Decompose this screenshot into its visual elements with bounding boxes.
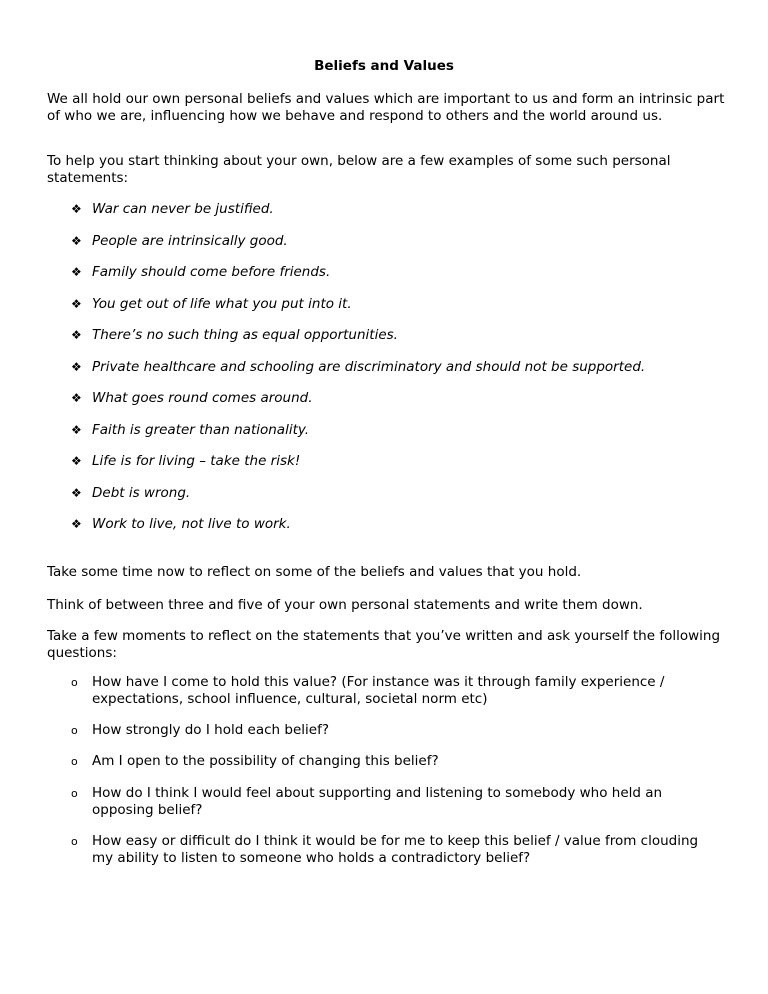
diamond-dots-icon: ❖ <box>71 391 82 405</box>
diamond-dots-icon: ❖ <box>71 234 82 248</box>
diamond-dots-icon: ❖ <box>71 360 82 374</box>
think-paragraph: Think of between three and five of your own personal statements and write them down. <box>47 597 643 613</box>
statement-text: Debt is wrong. <box>92 485 191 501</box>
list-item <box>71 358 731 376</box>
circle-bullet-icon: o <box>71 676 78 689</box>
list-item <box>71 263 731 281</box>
list-item <box>71 452 731 470</box>
diamond-dots-icon: ❖ <box>71 423 82 437</box>
statement-text: War can never be justified. <box>92 201 274 217</box>
statement-text: Life is for living – take the risk! <box>92 453 301 469</box>
circle-bullet-icon: o <box>71 724 78 737</box>
statement-text: Private healthcare and schooling are discriminatory and should not be supported. <box>92 359 646 375</box>
statement-text: Faith is greater than nationality. <box>92 422 310 438</box>
diamond-dots-icon: ❖ <box>71 486 82 500</box>
statement-text: There’s no such thing as equal opportunities. <box>92 327 398 343</box>
list-item <box>71 484 731 502</box>
diamond-dots-icon: ❖ <box>71 202 82 216</box>
list-item <box>71 200 731 218</box>
diamond-dots-icon: ❖ <box>71 265 82 279</box>
list-item <box>71 389 731 407</box>
statement-text: You get out of life what you put into it. <box>92 296 352 312</box>
reflect-paragraph: Take some time now to reflect on some of the beliefs and values that you hold. <box>47 564 582 580</box>
list-item <box>71 232 731 250</box>
diamond-dots-icon: ❖ <box>71 454 82 468</box>
circle-bullet-icon: o <box>71 755 78 768</box>
intro-paragraph: We all hold our own personal beliefs and values which are important to us and form an intrinsic part of who we are, influencing how we behave and respond to others and the world around us. <box>47 91 725 124</box>
statement-text: Family should come before friends. <box>92 264 331 280</box>
question-text: How strongly do I hold each belief? <box>92 722 330 738</box>
questions-intro-paragraph: Take a few moments to reflect on the statements that you’ve written and ask yourself the following questions: <box>47 628 721 661</box>
diamond-dots-icon: ❖ <box>71 297 82 311</box>
question-text: How have I come to hold this value? (For instance was it through family experience / expectations, school influence, cultural, societal norm etc) <box>92 674 665 707</box>
diamond-dots-icon: ❖ <box>71 517 82 531</box>
question-text: Am I open to the possibility of changing this belief? <box>92 753 439 769</box>
question-text: How easy or difficult do I think it would be for me to keep this belief / value from clouding my ability to listen to someone who holds a contradictory belief? <box>92 833 699 866</box>
question-text: How do I think I would feel about supporting and listening to somebody who held an opposing belief? <box>92 785 663 818</box>
list-item <box>71 326 731 344</box>
circle-bullet-icon: o <box>71 787 78 800</box>
diamond-dots-icon: ❖ <box>71 328 82 342</box>
list-item <box>71 515 731 533</box>
page-title: Beliefs and Values <box>314 58 454 74</box>
examples-intro-paragraph: To help you start thinking about your own, below are a few examples of some such personal statements: <box>47 153 671 186</box>
statement-text: People are intrinsically good. <box>92 233 288 249</box>
list-item <box>71 421 731 439</box>
statement-text: Work to live, not live to work. <box>92 516 291 532</box>
list-item <box>71 295 731 313</box>
circle-bullet-icon: o <box>71 835 78 848</box>
statement-text: What goes round comes around. <box>92 390 313 406</box>
